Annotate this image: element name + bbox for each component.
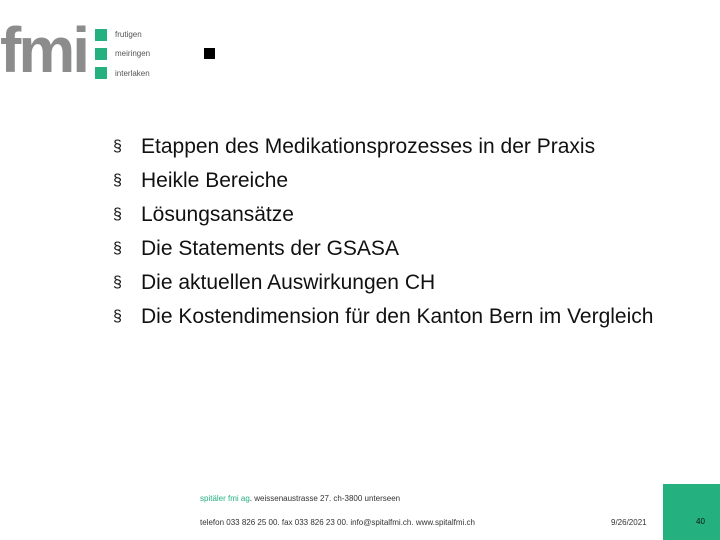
agenda-item [113,198,693,232]
section-sign-icon: § [113,274,122,291]
agenda-item-text: Lösungsansätze [141,203,294,226]
location-marker-icon [95,48,107,60]
page-number: 40 [696,517,705,526]
agenda-item [113,266,693,300]
section-sign-icon: § [113,240,122,257]
agenda-item-text: Die Kostendimension für den Kanton Bern im Vergleich [141,305,654,328]
agenda-item-text: Die Statements der GSASA [141,237,399,260]
footer-contact: telefon 033 826 25 00. fax 033 826 23 00. info@spitalfmi.ch. www.spitalfmi.ch [200,518,475,527]
footer-brand: spitäler fmi ag [200,494,250,503]
green-accent-block [663,484,720,540]
agenda-item-text: Die aktuellen Auswirkungen CH [141,271,436,294]
agenda-list [113,130,693,334]
section-sign-icon: § [113,172,122,189]
footer-address-text: . weissenaustrasse 27. ch-3800 unterseen [249,494,401,503]
black-square-icon [204,48,215,59]
section-sign-icon: § [113,308,122,325]
footer-date: 9/26/2021 [611,518,647,527]
section-sign-icon: § [113,138,122,155]
section-sign-icon: § [113,206,122,223]
location-marker-icon [95,67,107,79]
footer-address [200,494,400,503]
agenda-item-text: Heikle Bereiche [141,169,289,192]
fmi-logo: fmi [0,14,87,86]
location-interlaken: interlaken [115,69,150,78]
location-meiringen: meiringen [115,49,151,58]
location-marker-icon [95,29,107,41]
agenda-item [113,300,693,334]
agenda-item [113,164,693,198]
agenda-item [113,130,693,164]
location-frutigen: frutigen [115,30,142,39]
agenda-item [113,232,693,266]
agenda-item-text: Etappen des Medikationsprozesses in der Praxis [141,135,596,158]
